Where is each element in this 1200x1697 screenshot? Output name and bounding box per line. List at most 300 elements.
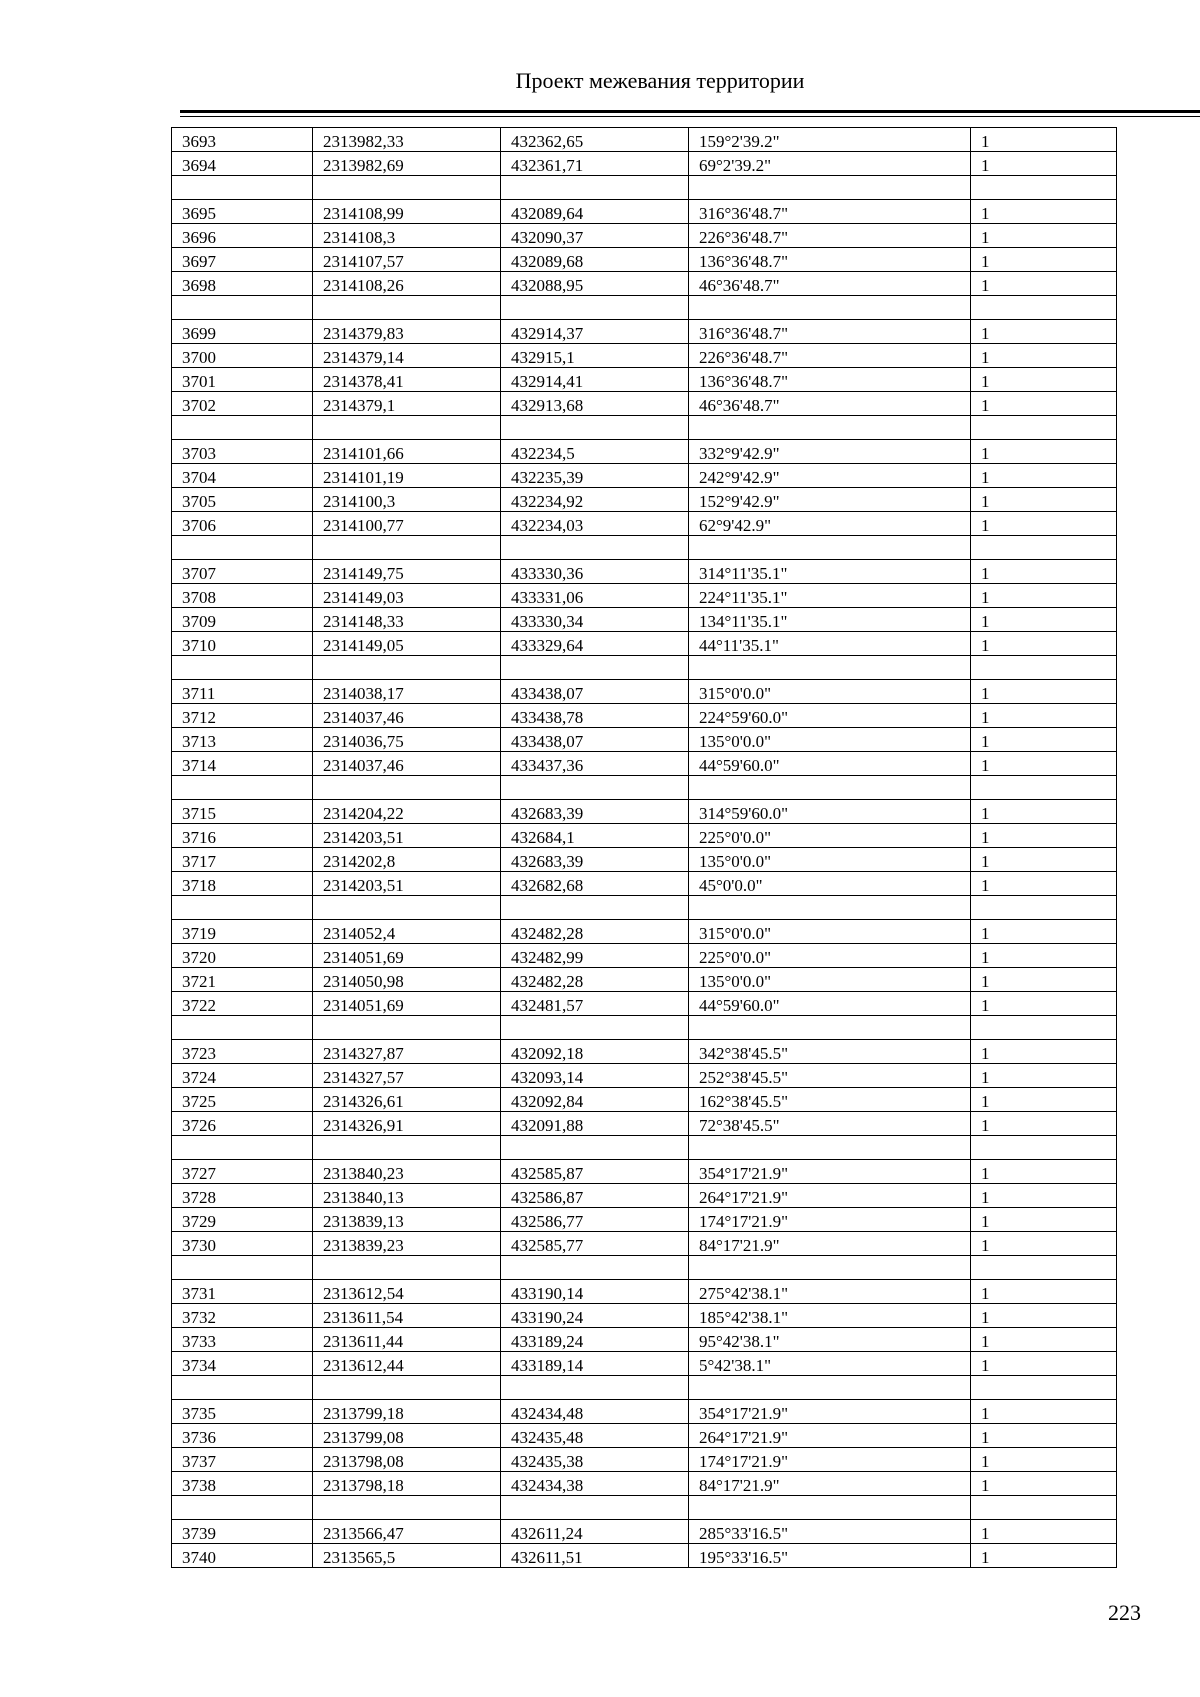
table-separator-row — [172, 296, 1117, 320]
x-coordinate-cell: 2314149,05 — [313, 632, 501, 656]
table-separator-row — [172, 1016, 1117, 1040]
distance-cell: 1 — [971, 560, 1117, 584]
x-coordinate-cell: 2314037,46 — [313, 752, 501, 776]
distance-cell: 1 — [971, 728, 1117, 752]
y-coordinate-cell: 432093,14 — [501, 1064, 689, 1088]
distance-cell: 1 — [971, 1400, 1117, 1424]
bearing-cell: 44°59'60.0" — [689, 752, 971, 776]
y-coordinate-cell — [501, 1496, 689, 1520]
table-row — [172, 728, 1117, 752]
table-row — [172, 1472, 1117, 1496]
table-row — [172, 1400, 1117, 1424]
y-coordinate-cell: 432482,99 — [501, 944, 689, 968]
x-coordinate-cell: 2314108,99 — [313, 200, 501, 224]
y-coordinate-cell: 432234,5 — [501, 440, 689, 464]
table-row — [172, 224, 1117, 248]
coordinates-table — [171, 127, 1117, 1568]
point-number-cell: 3700 — [172, 344, 313, 368]
x-coordinate-cell — [313, 296, 501, 320]
bearing-cell: 252°38'45.5" — [689, 1064, 971, 1088]
distance-cell: 1 — [971, 1088, 1117, 1112]
point-number-cell: 3728 — [172, 1184, 313, 1208]
x-coordinate-cell: 2313611,54 — [313, 1304, 501, 1328]
table-separator-row — [172, 536, 1117, 560]
table-row — [172, 1544, 1117, 1568]
x-coordinate-cell: 2314037,46 — [313, 704, 501, 728]
bearing-cell: 264°17'21.9" — [689, 1424, 971, 1448]
point-number-cell: 3716 — [172, 824, 313, 848]
bearing-cell: 174°17'21.9" — [689, 1208, 971, 1232]
y-coordinate-cell: 432586,87 — [501, 1184, 689, 1208]
table-row — [172, 320, 1117, 344]
bearing-cell — [689, 536, 971, 560]
distance-cell: 1 — [971, 320, 1117, 344]
y-coordinate-cell: 432092,84 — [501, 1088, 689, 1112]
y-coordinate-cell: 432235,39 — [501, 464, 689, 488]
distance-cell: 1 — [971, 1328, 1117, 1352]
bearing-cell: 5°42'38.1" — [689, 1352, 971, 1376]
point-number-cell: 3699 — [172, 320, 313, 344]
bearing-cell: 316°36'48.7" — [689, 320, 971, 344]
distance-cell: 1 — [971, 1280, 1117, 1304]
table-row — [172, 800, 1117, 824]
table-row — [172, 1280, 1117, 1304]
point-number-cell — [172, 1256, 313, 1280]
distance-cell: 1 — [971, 608, 1117, 632]
x-coordinate-cell: 2314100,77 — [313, 512, 501, 536]
bearing-cell: 354°17'21.9" — [689, 1160, 971, 1184]
x-coordinate-cell — [313, 656, 501, 680]
distance-cell — [971, 536, 1117, 560]
x-coordinate-cell: 2314203,51 — [313, 824, 501, 848]
y-coordinate-cell: 432434,48 — [501, 1400, 689, 1424]
y-coordinate-cell — [501, 1016, 689, 1040]
bearing-cell: 46°36'48.7" — [689, 392, 971, 416]
y-coordinate-cell — [501, 1376, 689, 1400]
point-number-cell: 3698 — [172, 272, 313, 296]
table-row — [172, 1232, 1117, 1256]
bearing-cell: 316°36'48.7" — [689, 200, 971, 224]
table-row — [172, 1448, 1117, 1472]
table-row — [172, 680, 1117, 704]
point-number-cell: 3729 — [172, 1208, 313, 1232]
table-row — [172, 704, 1117, 728]
y-coordinate-cell: 432435,38 — [501, 1448, 689, 1472]
bearing-cell: 135°0'0.0" — [689, 728, 971, 752]
bearing-cell: 285°33'16.5" — [689, 1520, 971, 1544]
point-number-cell: 3701 — [172, 368, 313, 392]
y-coordinate-cell: 432088,95 — [501, 272, 689, 296]
point-number-cell: 3710 — [172, 632, 313, 656]
y-coordinate-cell: 433330,36 — [501, 560, 689, 584]
table-row — [172, 944, 1117, 968]
point-number-cell: 3717 — [172, 848, 313, 872]
x-coordinate-cell — [313, 896, 501, 920]
y-coordinate-cell: 432586,77 — [501, 1208, 689, 1232]
bearing-cell — [689, 176, 971, 200]
x-coordinate-cell: 2313566,47 — [313, 1520, 501, 1544]
table-row — [172, 584, 1117, 608]
y-coordinate-cell: 432089,64 — [501, 200, 689, 224]
bearing-cell: 135°0'0.0" — [689, 968, 971, 992]
table-row — [172, 272, 1117, 296]
point-number-cell: 3708 — [172, 584, 313, 608]
y-coordinate-cell: 432611,24 — [501, 1520, 689, 1544]
point-number-cell: 3705 — [172, 488, 313, 512]
point-number-cell — [172, 656, 313, 680]
point-number-cell: 3738 — [172, 1472, 313, 1496]
bearing-cell: 135°0'0.0" — [689, 848, 971, 872]
point-number-cell: 3725 — [172, 1088, 313, 1112]
point-number-cell: 3731 — [172, 1280, 313, 1304]
y-coordinate-cell: 433329,64 — [501, 632, 689, 656]
point-number-cell: 3736 — [172, 1424, 313, 1448]
distance-cell — [971, 1376, 1117, 1400]
x-coordinate-cell: 2314326,91 — [313, 1112, 501, 1136]
x-coordinate-cell: 2313840,13 — [313, 1184, 501, 1208]
table-separator-row — [172, 656, 1117, 680]
distance-cell: 1 — [971, 1352, 1117, 1376]
bearing-cell: 224°11'35.1" — [689, 584, 971, 608]
table-row — [172, 968, 1117, 992]
x-coordinate-cell — [313, 416, 501, 440]
y-coordinate-cell: 432914,37 — [501, 320, 689, 344]
point-number-cell: 3722 — [172, 992, 313, 1016]
bearing-cell: 84°17'21.9" — [689, 1472, 971, 1496]
distance-cell: 1 — [971, 1208, 1117, 1232]
table-separator-row — [172, 1256, 1117, 1280]
y-coordinate-cell: 432362,65 — [501, 128, 689, 152]
point-number-cell: 3732 — [172, 1304, 313, 1328]
x-coordinate-cell: 2313798,18 — [313, 1472, 501, 1496]
bearing-cell: 195°33'16.5" — [689, 1544, 971, 1568]
y-coordinate-cell: 432482,28 — [501, 968, 689, 992]
x-coordinate-cell: 2313982,33 — [313, 128, 501, 152]
table-row — [172, 392, 1117, 416]
point-number-cell: 3704 — [172, 464, 313, 488]
distance-cell: 1 — [971, 944, 1117, 968]
distance-cell: 1 — [971, 152, 1117, 176]
table-separator-row — [172, 416, 1117, 440]
x-coordinate-cell: 2314379,14 — [313, 344, 501, 368]
table-row — [172, 920, 1117, 944]
y-coordinate-cell: 432683,39 — [501, 848, 689, 872]
distance-cell — [971, 1016, 1117, 1040]
y-coordinate-cell: 432092,18 — [501, 1040, 689, 1064]
y-coordinate-cell: 432682,68 — [501, 872, 689, 896]
x-coordinate-cell: 2313612,54 — [313, 1280, 501, 1304]
bearing-cell: 225°0'0.0" — [689, 824, 971, 848]
y-coordinate-cell: 433331,06 — [501, 584, 689, 608]
x-coordinate-cell: 2314378,41 — [313, 368, 501, 392]
point-number-cell: 3730 — [172, 1232, 313, 1256]
distance-cell: 1 — [971, 800, 1117, 824]
table-row — [172, 824, 1117, 848]
bearing-cell: 225°0'0.0" — [689, 944, 971, 968]
point-number-cell: 3694 — [172, 152, 313, 176]
point-number-cell: 3697 — [172, 248, 313, 272]
x-coordinate-cell: 2314327,57 — [313, 1064, 501, 1088]
distance-cell: 1 — [971, 224, 1117, 248]
point-number-cell: 3737 — [172, 1448, 313, 1472]
x-coordinate-cell: 2314379,83 — [313, 320, 501, 344]
y-coordinate-cell: 432482,28 — [501, 920, 689, 944]
distance-cell: 1 — [971, 200, 1117, 224]
table-row — [172, 1064, 1117, 1088]
table-separator-row — [172, 896, 1117, 920]
bearing-cell: 275°42'38.1" — [689, 1280, 971, 1304]
distance-cell — [971, 416, 1117, 440]
x-coordinate-cell: 2313611,44 — [313, 1328, 501, 1352]
bearing-cell: 342°38'45.5" — [689, 1040, 971, 1064]
distance-cell: 1 — [971, 440, 1117, 464]
x-coordinate-cell: 2314100,3 — [313, 488, 501, 512]
y-coordinate-cell: 432684,1 — [501, 824, 689, 848]
x-coordinate-cell: 2314101,66 — [313, 440, 501, 464]
x-coordinate-cell — [313, 776, 501, 800]
y-coordinate-cell: 432090,37 — [501, 224, 689, 248]
x-coordinate-cell — [313, 1136, 501, 1160]
distance-cell: 1 — [971, 1184, 1117, 1208]
point-number-cell: 3724 — [172, 1064, 313, 1088]
bearing-cell: 226°36'48.7" — [689, 344, 971, 368]
point-number-cell — [172, 1376, 313, 1400]
y-coordinate-cell — [501, 1136, 689, 1160]
bearing-cell: 315°0'0.0" — [689, 680, 971, 704]
point-number-cell — [172, 416, 313, 440]
y-coordinate-cell: 432234,03 — [501, 512, 689, 536]
x-coordinate-cell: 2313982,69 — [313, 152, 501, 176]
bearing-cell: 226°36'48.7" — [689, 224, 971, 248]
y-coordinate-cell: 432914,41 — [501, 368, 689, 392]
distance-cell: 1 — [971, 1520, 1117, 1544]
table-row — [172, 752, 1117, 776]
x-coordinate-cell: 2314051,69 — [313, 992, 501, 1016]
distance-cell: 1 — [971, 1112, 1117, 1136]
distance-cell — [971, 1256, 1117, 1280]
table-row — [172, 512, 1117, 536]
x-coordinate-cell: 2313840,23 — [313, 1160, 501, 1184]
bearing-cell: 69°2'39.2" — [689, 152, 971, 176]
bearing-cell — [689, 896, 971, 920]
bearing-cell: 44°11'35.1" — [689, 632, 971, 656]
x-coordinate-cell: 2314202,8 — [313, 848, 501, 872]
point-number-cell: 3739 — [172, 1520, 313, 1544]
distance-cell: 1 — [971, 272, 1117, 296]
point-number-cell: 3707 — [172, 560, 313, 584]
coordinates-table-body — [172, 128, 1117, 1568]
y-coordinate-cell: 432915,1 — [501, 344, 689, 368]
bearing-cell: 84°17'21.9" — [689, 1232, 971, 1256]
distance-cell: 1 — [971, 632, 1117, 656]
point-number-cell — [172, 1496, 313, 1520]
y-coordinate-cell: 432913,68 — [501, 392, 689, 416]
x-coordinate-cell: 2314108,26 — [313, 272, 501, 296]
bearing-cell — [689, 1496, 971, 1520]
bearing-cell: 62°9'42.9" — [689, 512, 971, 536]
y-coordinate-cell: 432683,39 — [501, 800, 689, 824]
point-number-cell: 3715 — [172, 800, 313, 824]
distance-cell — [971, 1496, 1117, 1520]
y-coordinate-cell: 432091,88 — [501, 1112, 689, 1136]
bearing-cell: 134°11'35.1" — [689, 608, 971, 632]
y-coordinate-cell: 433189,14 — [501, 1352, 689, 1376]
point-number-cell: 3726 — [172, 1112, 313, 1136]
distance-cell: 1 — [971, 344, 1117, 368]
table-row — [172, 1424, 1117, 1448]
y-coordinate-cell — [501, 296, 689, 320]
table-row — [172, 1304, 1117, 1328]
bearing-cell: 264°17'21.9" — [689, 1184, 971, 1208]
y-coordinate-cell — [501, 776, 689, 800]
x-coordinate-cell: 2313612,44 — [313, 1352, 501, 1376]
table-row — [172, 1520, 1117, 1544]
bearing-cell — [689, 1256, 971, 1280]
distance-cell: 1 — [971, 704, 1117, 728]
point-number-cell: 3702 — [172, 392, 313, 416]
distance-cell: 1 — [971, 488, 1117, 512]
point-number-cell: 3712 — [172, 704, 313, 728]
table-separator-row — [172, 176, 1117, 200]
table-separator-row — [172, 776, 1117, 800]
point-number-cell — [172, 776, 313, 800]
distance-cell: 1 — [971, 512, 1117, 536]
y-coordinate-cell — [501, 656, 689, 680]
y-coordinate-cell: 432361,71 — [501, 152, 689, 176]
bearing-cell: 314°11'35.1" — [689, 560, 971, 584]
point-number-cell — [172, 1016, 313, 1040]
x-coordinate-cell: 2314108,3 — [313, 224, 501, 248]
x-coordinate-cell — [313, 536, 501, 560]
y-coordinate-cell — [501, 416, 689, 440]
table-row — [172, 440, 1117, 464]
y-coordinate-cell — [501, 536, 689, 560]
table-row — [172, 1088, 1117, 1112]
bearing-cell: 224°59'60.0" — [689, 704, 971, 728]
distance-cell: 1 — [971, 872, 1117, 896]
bearing-cell: 242°9'42.9" — [689, 464, 971, 488]
point-number-cell: 3719 — [172, 920, 313, 944]
bearing-cell — [689, 656, 971, 680]
y-coordinate-cell: 433437,36 — [501, 752, 689, 776]
y-coordinate-cell — [501, 176, 689, 200]
y-coordinate-cell: 432481,57 — [501, 992, 689, 1016]
x-coordinate-cell: 2314326,61 — [313, 1088, 501, 1112]
bearing-cell: 44°59'60.0" — [689, 992, 971, 1016]
page-number: 223 — [1108, 1600, 1141, 1625]
distance-cell: 1 — [971, 464, 1117, 488]
x-coordinate-cell: 2314051,69 — [313, 944, 501, 968]
y-coordinate-cell — [501, 1256, 689, 1280]
table-row — [172, 200, 1117, 224]
table-separator-row — [172, 1136, 1117, 1160]
point-number-cell — [172, 536, 313, 560]
x-coordinate-cell: 2314107,57 — [313, 248, 501, 272]
point-number-cell: 3734 — [172, 1352, 313, 1376]
distance-cell: 1 — [971, 824, 1117, 848]
bearing-cell: 136°36'48.7" — [689, 248, 971, 272]
distance-cell: 1 — [971, 968, 1117, 992]
point-number-cell: 3706 — [172, 512, 313, 536]
x-coordinate-cell: 2314203,51 — [313, 872, 501, 896]
bearing-cell — [689, 416, 971, 440]
bearing-cell: 136°36'48.7" — [689, 368, 971, 392]
y-coordinate-cell: 433438,07 — [501, 728, 689, 752]
bearing-cell: 315°0'0.0" — [689, 920, 971, 944]
x-coordinate-cell — [313, 1256, 501, 1280]
distance-cell — [971, 176, 1117, 200]
point-number-cell: 3720 — [172, 944, 313, 968]
distance-cell: 1 — [971, 1064, 1117, 1088]
bearing-cell: 45°0'0.0" — [689, 872, 971, 896]
bearing-cell — [689, 1136, 971, 1160]
distance-cell: 1 — [971, 1472, 1117, 1496]
bearing-cell: 162°38'45.5" — [689, 1088, 971, 1112]
y-coordinate-cell: 432585,77 — [501, 1232, 689, 1256]
table-row — [172, 1040, 1117, 1064]
x-coordinate-cell: 2313799,18 — [313, 1400, 501, 1424]
distance-cell: 1 — [971, 920, 1117, 944]
point-number-cell: 3709 — [172, 608, 313, 632]
distance-cell: 1 — [971, 848, 1117, 872]
table-row — [172, 248, 1117, 272]
distance-cell: 1 — [971, 1160, 1117, 1184]
table-separator-row — [172, 1496, 1117, 1520]
x-coordinate-cell: 2314148,33 — [313, 608, 501, 632]
bearing-cell: 314°59'60.0" — [689, 800, 971, 824]
bearing-cell — [689, 1376, 971, 1400]
x-coordinate-cell: 2314149,03 — [313, 584, 501, 608]
y-coordinate-cell: 433330,34 — [501, 608, 689, 632]
table-row — [172, 128, 1117, 152]
x-coordinate-cell — [313, 1016, 501, 1040]
table-row — [172, 608, 1117, 632]
distance-cell — [971, 776, 1117, 800]
distance-cell: 1 — [971, 1232, 1117, 1256]
x-coordinate-cell — [313, 176, 501, 200]
x-coordinate-cell: 2313839,13 — [313, 1208, 501, 1232]
y-coordinate-cell: 433438,78 — [501, 704, 689, 728]
distance-cell — [971, 1136, 1117, 1160]
point-number-cell: 3695 — [172, 200, 313, 224]
bearing-cell: 174°17'21.9" — [689, 1448, 971, 1472]
y-coordinate-cell: 432234,92 — [501, 488, 689, 512]
table-row — [172, 1352, 1117, 1376]
bearing-cell: 332°9'42.9" — [689, 440, 971, 464]
distance-cell: 1 — [971, 128, 1117, 152]
point-number-cell: 3711 — [172, 680, 313, 704]
distance-cell — [971, 896, 1117, 920]
distance-cell: 1 — [971, 752, 1117, 776]
table-row — [172, 1160, 1117, 1184]
table-row — [172, 560, 1117, 584]
table-row — [172, 632, 1117, 656]
x-coordinate-cell: 2314038,17 — [313, 680, 501, 704]
bearing-cell — [689, 1016, 971, 1040]
point-number-cell: 3713 — [172, 728, 313, 752]
point-number-cell: 3727 — [172, 1160, 313, 1184]
distance-cell: 1 — [971, 368, 1117, 392]
point-number-cell: 3723 — [172, 1040, 313, 1064]
x-coordinate-cell: 2313839,23 — [313, 1232, 501, 1256]
point-number-cell — [172, 1136, 313, 1160]
point-number-cell: 3703 — [172, 440, 313, 464]
bearing-cell: 46°36'48.7" — [689, 272, 971, 296]
table-row — [172, 1112, 1117, 1136]
y-coordinate-cell: 432434,38 — [501, 1472, 689, 1496]
y-coordinate-cell — [501, 896, 689, 920]
page-title: Проект межевания территории — [515, 68, 805, 93]
